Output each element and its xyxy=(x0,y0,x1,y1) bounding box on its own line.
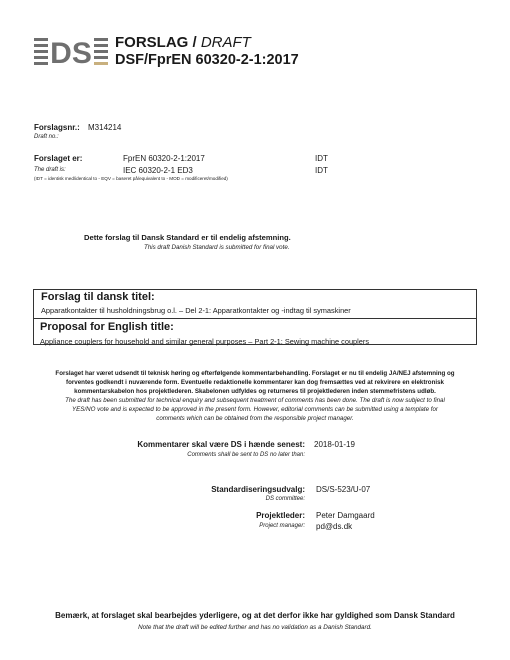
title-box-divider xyxy=(34,318,476,319)
committee-label-en: DS committee: xyxy=(265,496,305,502)
project-manager-name: Peter Damgaard xyxy=(316,511,375,520)
body-english xyxy=(0,396,510,423)
project-manager-label-en: Project manager: xyxy=(259,523,305,529)
logo-text: DS xyxy=(50,37,92,66)
proposal-is-legend: (IDT = identisk med/identical to - EQV = baseret på/equivalent to - MOD = modificeret/modified) xyxy=(34,176,228,181)
proposal-number-label-en: Draft no.: xyxy=(34,134,59,140)
proposal-is-value2: IEC 60320-2-1 ED3 xyxy=(123,166,193,175)
body-english-line: The draft has been submitted for technical enquiry and subsequent treatment of comments has been done. The draft is now subject to final xyxy=(65,397,445,404)
comments-deadline-value: 2018-01-19 xyxy=(314,440,355,449)
header-title xyxy=(115,34,251,51)
project-manager-email[interactable]: pd@ds.dk xyxy=(316,522,353,531)
proposal-is-code2: IDT xyxy=(315,166,328,175)
committee-value: DS/S-523/U-07 xyxy=(316,485,371,494)
committee-label: Standardiseringsudvalg: xyxy=(211,485,305,494)
danish-title-heading: Forslag til dansk titel: xyxy=(41,291,155,303)
comments-deadline-label: Kommentarer skal være DS i hænde senest: xyxy=(137,440,305,449)
proposal-is-value1: FprEN 60320-2-1:2017 xyxy=(123,154,205,163)
body-danish-line: Forslaget har været udsendt til teknisk høring og efterfølgende kommentarbehandling. Forslaget er nu til endelig JA/NEJ afstemning og xyxy=(55,370,455,377)
ds-logo xyxy=(34,36,108,66)
final-vote-notice-en: This draft Danish Standard is submitted for final vote. xyxy=(144,244,290,251)
proposal-is-label: Forslaget er: xyxy=(34,154,83,163)
proposal-is-label-en: The draft is: xyxy=(34,167,66,173)
body-danish xyxy=(0,369,510,396)
project-manager-label: Projektleder: xyxy=(256,511,305,520)
body-english-line: comments which can be obtained from the responsible project manager. xyxy=(156,415,354,422)
proposal-number-value: M314214 xyxy=(88,123,122,132)
proposal-number-label: Forslagsnr.: xyxy=(34,123,80,132)
english-title-heading: Proposal for English title: xyxy=(40,321,174,333)
comments-deadline-label-en: Comments shall be sent to DS no later than: xyxy=(187,452,305,458)
footer-notice: Bemærk, at forslaget skal bearbejdes yderligere, og at det derfor ikke har gyldighed som Dansk Standard xyxy=(55,611,455,620)
header-subtitle: DSF/FprEN 60320-2-1:2017 xyxy=(115,52,299,68)
body-english-line: YES/NO vote and is expected to be approved in the present form. However, editorial comments can be submitted using a template for xyxy=(72,406,438,413)
final-vote-notice: Dette forslag til Dansk Standard er til endelig afstemning. xyxy=(84,233,291,242)
body-danish-line: forventes godkendt i nuværende form. Eventuelle redaktionelle kommentarer kan dog fremsættes ved at rekvirere en elektronisk xyxy=(66,379,444,386)
title-bold: FORSLAG / xyxy=(115,34,201,51)
title-italic: DRAFT xyxy=(200,34,251,51)
footer-notice-en: Note that the draft will be edited further and has no validation as a Danish Standard. xyxy=(138,624,372,631)
proposal-is-code1: IDT xyxy=(315,154,328,163)
body-danish-line: kommentarskabelon hos projektlederen. Skabelonen udfyldes og returneres til projektlederen inden stemmefristens udløb. xyxy=(74,388,436,395)
danish-title-text: Apparatkontakter til husholdningsbrug o.l. – Del 2-1: Apparatkontakter og -indtag til symaskiner xyxy=(41,306,351,315)
english-title-text: Appliance couplers for household and similar general purposes – Part 2-1: Sewing machine couplers xyxy=(40,337,370,346)
